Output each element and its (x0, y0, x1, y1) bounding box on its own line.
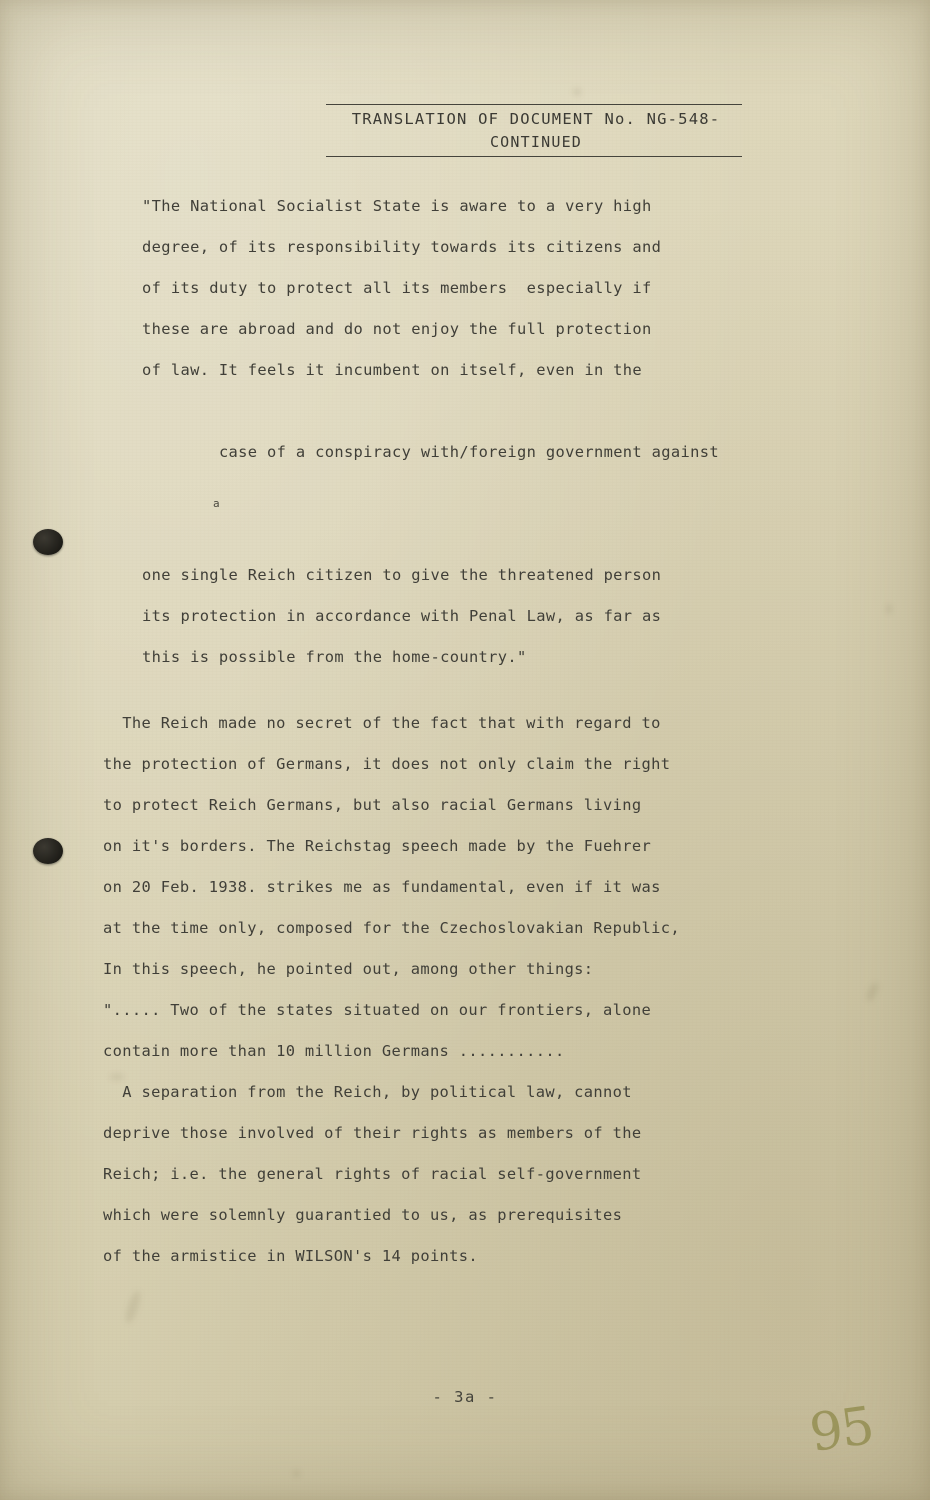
document-header (326, 104, 746, 157)
punch-hole-icon (33, 838, 63, 864)
document-body (103, 186, 833, 1277)
text-line: to protect Reich Germans, but also racial Germans living (103, 796, 642, 814)
separation-paragraph (103, 1072, 833, 1277)
text-line: The Reich made no secret of the fact that with regard to (103, 714, 661, 732)
text-line: these are abroad and do not enjoy the full protection (142, 320, 652, 338)
text-line: deprive those involved of their rights as members of the (103, 1124, 642, 1142)
text-line: case of a conspiracy with/foreign government against (218, 443, 719, 461)
header-rule-top (326, 104, 742, 105)
text-line: on it's borders. The Reichstag speech made by the Fuehrer (103, 837, 652, 855)
text-line: "The National Socialist State is aware to a very high (142, 197, 652, 215)
archival-stamp-number: 95 (805, 1395, 876, 1465)
text-line: at the time only, composed for the Czechoslovakian Republic, (103, 919, 680, 937)
paper-smudge (886, 604, 892, 614)
text-line: one single Reich citizen to give the threatened person (142, 566, 662, 584)
header-title-line: TRANSLATION OF DOCUMENT No. NG-548- (351, 110, 721, 128)
header-continued-line: CONTINUED (489, 133, 583, 152)
text-line: of the armistice in WILSON's 14 points. (103, 1247, 479, 1265)
text-line-with-insertion: case of a conspiracy with/foreign government against a (212, 443, 719, 510)
text-line: the protection of Germans, it does not only claim the right (103, 755, 671, 773)
text-line: contain more than 10 million Germans ........... (103, 1042, 565, 1060)
text-line: this is possible from the home-country." (142, 648, 527, 666)
text-line: A separation from the Reich, by political law, cannot (103, 1083, 632, 1101)
text-line: degree, of its responsibility towards its citizens and (142, 238, 662, 256)
quoted-passage (142, 186, 833, 678)
text-line: In this speech, he pointed out, among other things: (103, 960, 594, 978)
reich-protection-paragraph (103, 703, 833, 1072)
text-line: on 20 Feb. 1938. strikes me as fundamental, even if it was (103, 878, 661, 896)
header-rule-bottom (326, 156, 742, 157)
text-line: Reich; i.e. the general rights of racial self-government (103, 1165, 642, 1183)
text-line: of law. It feels it incumbent on itself, even in the (142, 361, 643, 379)
page-number: - 3a - (432, 1388, 498, 1406)
text-line: "..... Two of the states situated on our frontiers, alone (103, 1001, 652, 1019)
paper-smudge (864, 981, 881, 1003)
paper-smudge (123, 1289, 143, 1324)
text-line: its protection in accordance with Penal Law, as far as (142, 607, 662, 625)
paper-smudge (293, 1470, 300, 1477)
text-line: which were solemnly guarantied to us, as prerequisites (103, 1206, 623, 1224)
paper-smudge (573, 88, 581, 96)
text-line: of its duty to protect all its members especially if (142, 279, 652, 297)
punch-hole-icon (33, 529, 63, 555)
